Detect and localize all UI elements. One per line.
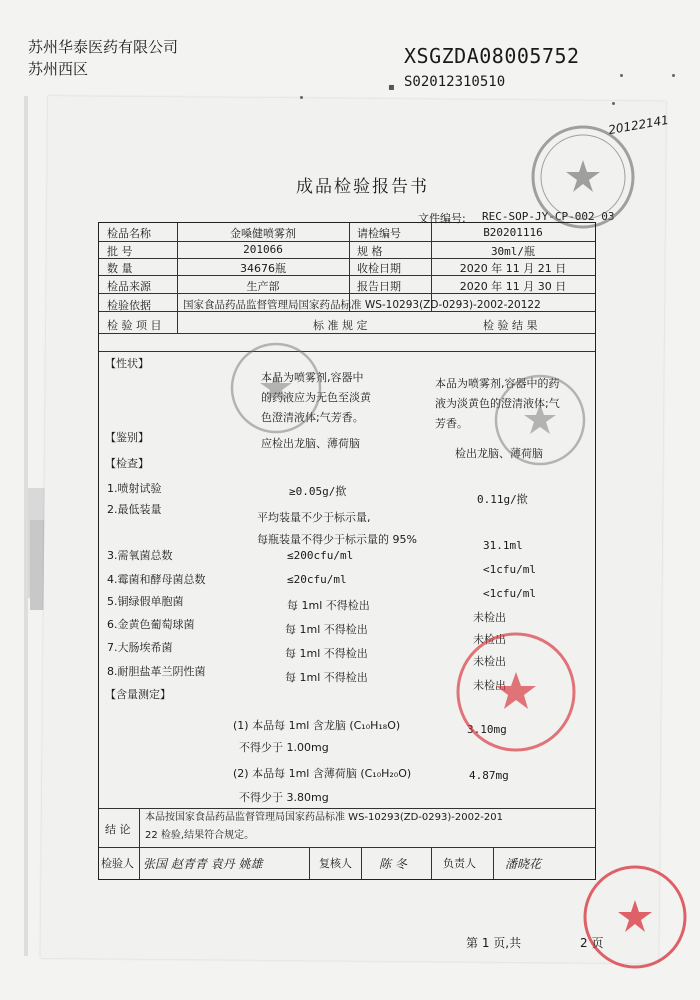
check-item: 7.大肠埃希菌 — [107, 641, 173, 654]
document-subcode: S02012310510 — [404, 74, 506, 90]
identification-standard: 应检出龙脑、薄荷脑 — [261, 437, 360, 450]
assay-limit: 不得少于 1.00mg — [239, 741, 329, 754]
batch-label: 批 号 — [107, 245, 133, 258]
check-result: 0.11g/揿 — [477, 493, 528, 506]
qa-stamp — [528, 122, 638, 232]
check-result: 未检出 — [473, 633, 506, 646]
file-number: REC-SOP-JY-CP-002 03 — [482, 210, 615, 223]
qa-stamp — [490, 370, 590, 470]
section-identification: 【鉴别】 — [105, 431, 149, 444]
appearance-standard-line: 本品为喷雾剂,容器中 — [261, 371, 364, 384]
received-date: 2020 年 11 月 21 日 — [459, 262, 567, 275]
appearance-result-line: 液为淡黄色的澄清液体;气 — [435, 397, 560, 410]
assay-result: 3.10mg — [467, 723, 507, 736]
section-inspection: 【检查】 — [105, 457, 149, 470]
report-title: 成品检验报告书 — [296, 177, 429, 197]
min-fill-note: 每瓶装量不得少于标示量的 95% — [257, 533, 417, 546]
section-assay: 【含量测定】 — [105, 688, 171, 701]
received-date-label: 收检日期 — [357, 262, 401, 275]
check-result: 未检出 — [473, 655, 506, 668]
responsible-signature: 潘晓花 — [505, 857, 542, 871]
company-name: 苏州华泰医药有限公司 — [28, 38, 179, 56]
assay-line: (2) 本品每 1ml 含薄荷脑 (C₁₀H₂₀O) — [233, 767, 412, 780]
appearance-standard-line: 的药液应为无色至淡黄 — [261, 391, 371, 404]
bullet-dot: ▪ — [388, 82, 395, 93]
inspector-signature: 张国 赵青青 袁丹 姚雄 — [143, 857, 263, 871]
conclusion-text: 22 检验,结果符合规定。 — [145, 830, 255, 841]
check-standard: 每 1ml 不得检出 — [285, 671, 368, 684]
page-indicator: 第 1 页,共 — [466, 936, 522, 950]
check-standard: 每 1ml 不得检出 — [285, 623, 368, 636]
check-result: 31.1ml — [483, 539, 523, 552]
check-result: <1cfu/ml — [483, 587, 536, 600]
file-number-label: 文件编号: — [418, 212, 466, 225]
check-item: 4.霉菌和酵母菌总数 — [107, 573, 206, 586]
request-no-label: 请检编号 — [357, 227, 401, 240]
batch-number: 201066 — [243, 243, 283, 256]
appearance-result-line: 本品为喷雾剂,容器中的药 — [435, 377, 560, 390]
assay-limit: 不得少于 3.80mg — [239, 791, 329, 804]
report-date: 2020 年 11 月 30 日 — [459, 280, 567, 293]
reviewer-signature: 陈 冬 — [379, 857, 407, 871]
region-name: 苏州西区 — [28, 60, 89, 78]
check-result: 未检出 — [473, 611, 506, 624]
check-standard: ≥0.05g/揿 — [289, 485, 347, 498]
basis-value: 国家食品药品监督管理局国家药品标准 WS-10293(ZD-0293)-2002-20122 — [183, 299, 541, 311]
qa-stamp — [226, 338, 326, 438]
min-fill-note: 平均装量不少于标示量, — [257, 511, 371, 524]
basis-label: 检验依据 — [107, 299, 151, 312]
check-standard: ≤200cfu/ml — [287, 549, 354, 562]
product-name: 金嗓健喷雾剂 — [230, 227, 296, 240]
assay-line: (1) 本品每 1ml 含龙脑 (C₁₀H₁₈O) — [233, 719, 401, 732]
responsible-label: 负责人 — [443, 857, 476, 870]
column-standard: 标 准 规 定 — [313, 319, 368, 332]
assay-result: 4.87mg — [469, 769, 509, 782]
spec-label: 规 格 — [357, 245, 383, 258]
column-result: 检 验 结 果 — [483, 319, 538, 332]
inspector-label: 检验人 — [101, 857, 134, 870]
quantity-value: 34676瓶 — [240, 262, 286, 275]
source-value: 生产部 — [246, 280, 280, 293]
spec-value: 30ml/瓶 — [490, 245, 536, 258]
identification-result: 检出龙脑、薄荷脑 — [455, 447, 543, 460]
check-item: 3.需氧菌总数 — [107, 549, 173, 562]
column-item: 检 验 项 目 — [107, 319, 162, 332]
appearance-standard-line: 色澄清液体;气芳香。 — [261, 411, 364, 424]
check-item: 8.耐胆盐革兰阴性菌 — [107, 665, 206, 678]
company-seal — [452, 628, 580, 756]
check-result: 未检出 — [473, 679, 506, 692]
report-table — [98, 222, 596, 880]
product-name-label: 检品名称 — [107, 227, 151, 240]
reviewer-label: 复核人 — [319, 857, 352, 870]
check-item: 2.最低装量 — [107, 503, 162, 516]
check-standard: 每 1ml 不得检出 — [285, 647, 368, 660]
appearance-result-line: 芳香。 — [435, 417, 468, 430]
check-standard: 每 1ml 不得检出 — [287, 599, 370, 612]
report-date-label: 报告日期 — [357, 280, 401, 293]
conclusion-label: 结 论 — [105, 823, 131, 836]
check-result: <1cfu/ml — [483, 563, 536, 576]
document-code: XSGZDA08005752 — [404, 44, 580, 68]
request-no: B20201116 — [483, 226, 543, 239]
company-seal — [580, 862, 690, 972]
check-item: 1.喷射试验 — [107, 482, 162, 495]
handwritten-mark: 20122141 — [607, 112, 670, 138]
source-label: 检品来源 — [107, 280, 151, 293]
check-item: 5.铜绿假单胞菌 — [107, 595, 184, 608]
conclusion-text: 本品按国家食品药品监督管理局国家药品标准 WS-10293(ZD-0293)-2002-201 — [145, 812, 503, 823]
section-appearance: 【性状】 — [105, 357, 149, 370]
quantity-label: 数 量 — [107, 262, 133, 275]
check-standard: ≤20cfu/ml — [287, 573, 347, 586]
page-total: 2 页 — [580, 936, 604, 950]
check-item: 6.金黄色葡萄球菌 — [107, 618, 195, 631]
